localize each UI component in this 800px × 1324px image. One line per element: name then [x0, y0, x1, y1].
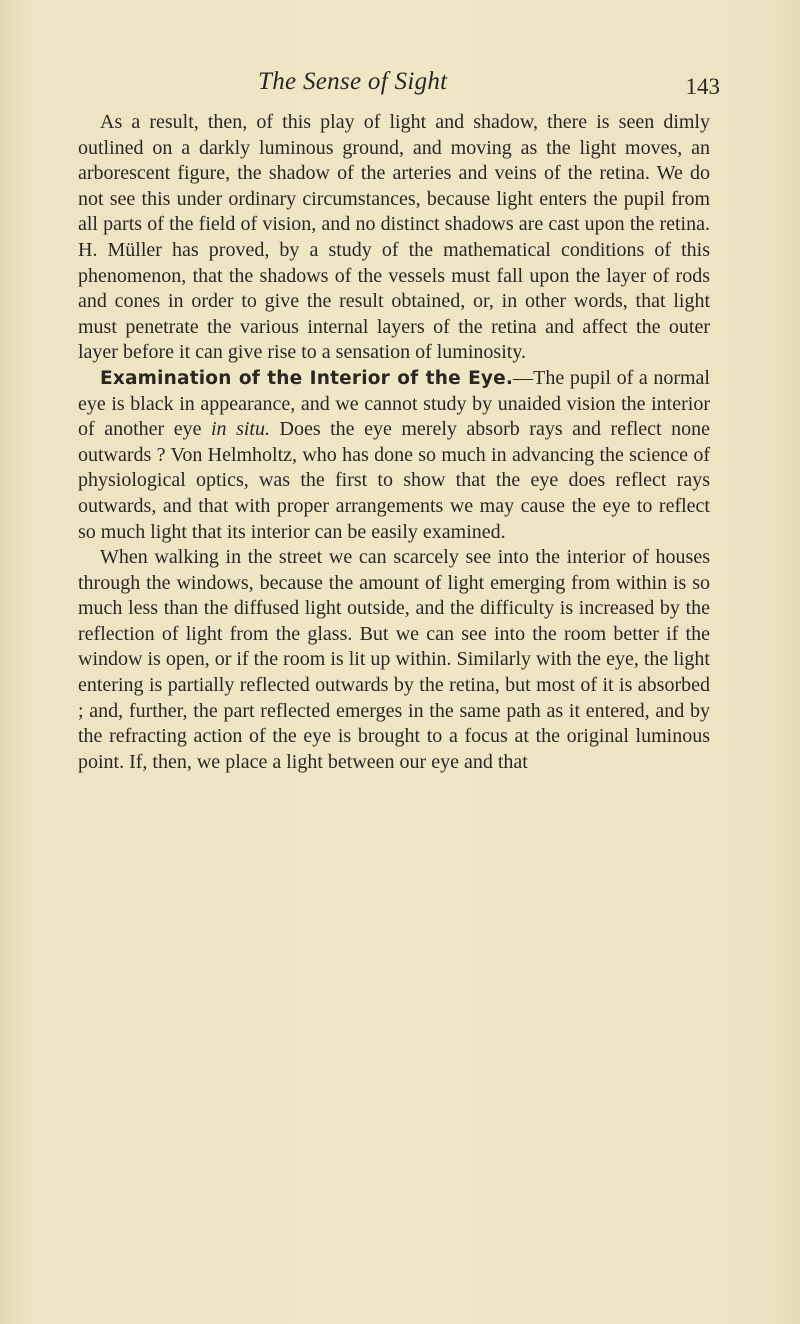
italic-phrase: in situ.: [210, 418, 270, 441]
running-head: [78, 68, 720, 108]
paragraph-retinal-shadows: As a result, then, of this play of light and shadow, there is seen dimly outlined on a darkly luminous ground, and moving as the light moves, an arborescent figure, the shadow of the arteries and veins of the retina. We do not see this under ordinary circumstances, because light enters the pupil from all parts of the field of vision, and no distinct shadows are cast upon the retina. H. Müller has proved, by a study of the mathematical conditions of this phenomenon, that the shadows of the vessels must fall upon the layer of rods and cones in order to give the result obtained, or, in other words, that light must penetrate the various internal layers of the retina and affect the outer layer before it can give rise to a sensation of luminosity.: [78, 111, 710, 364]
paragraph-examination: [78, 366, 710, 545]
running-title: The Sense of Sight: [258, 68, 448, 95]
section-heading: Examination of the Interior of the Eye.: [100, 367, 514, 389]
paragraph-window-analogy: When walking in the street we can scarcely see into the interior of houses through the windows, because the amount of light emerging from within is so much less than the diffused light outside, and the difficulty is increased by the reflection of light from the glass. But we can see into the room better if the window is open, or if the room is lit up within. Similarly with the eye, the light entering is partially reflected outwards by the retina, but most of it is absorbed ; and, further, the part reflected emerges in the same path as it entered, and by the refracting action of the eye is brought to a focus at the original luminous point. If, then, we place a light between our eye and that: [78, 546, 710, 773]
paragraph-text-part: Does the eye merely absorb rays and reflect none outwards ? Von Helmholtz, who has done so much in advancing the science of physiological optics, was the first to show that the eye does reflect rays outwards, and that with proper arrangements we may cause the eye to reflect so much light that its interior can be easily examined.: [78, 418, 711, 543]
page-number: 143: [685, 74, 720, 99]
paragraph-text-part: —The pupil of a normal eye is black in appearance, and we cannot study by unaided vision the interior of another eye: [78, 366, 710, 441]
book-page: [78, 68, 720, 775]
body-text: [78, 110, 710, 775]
